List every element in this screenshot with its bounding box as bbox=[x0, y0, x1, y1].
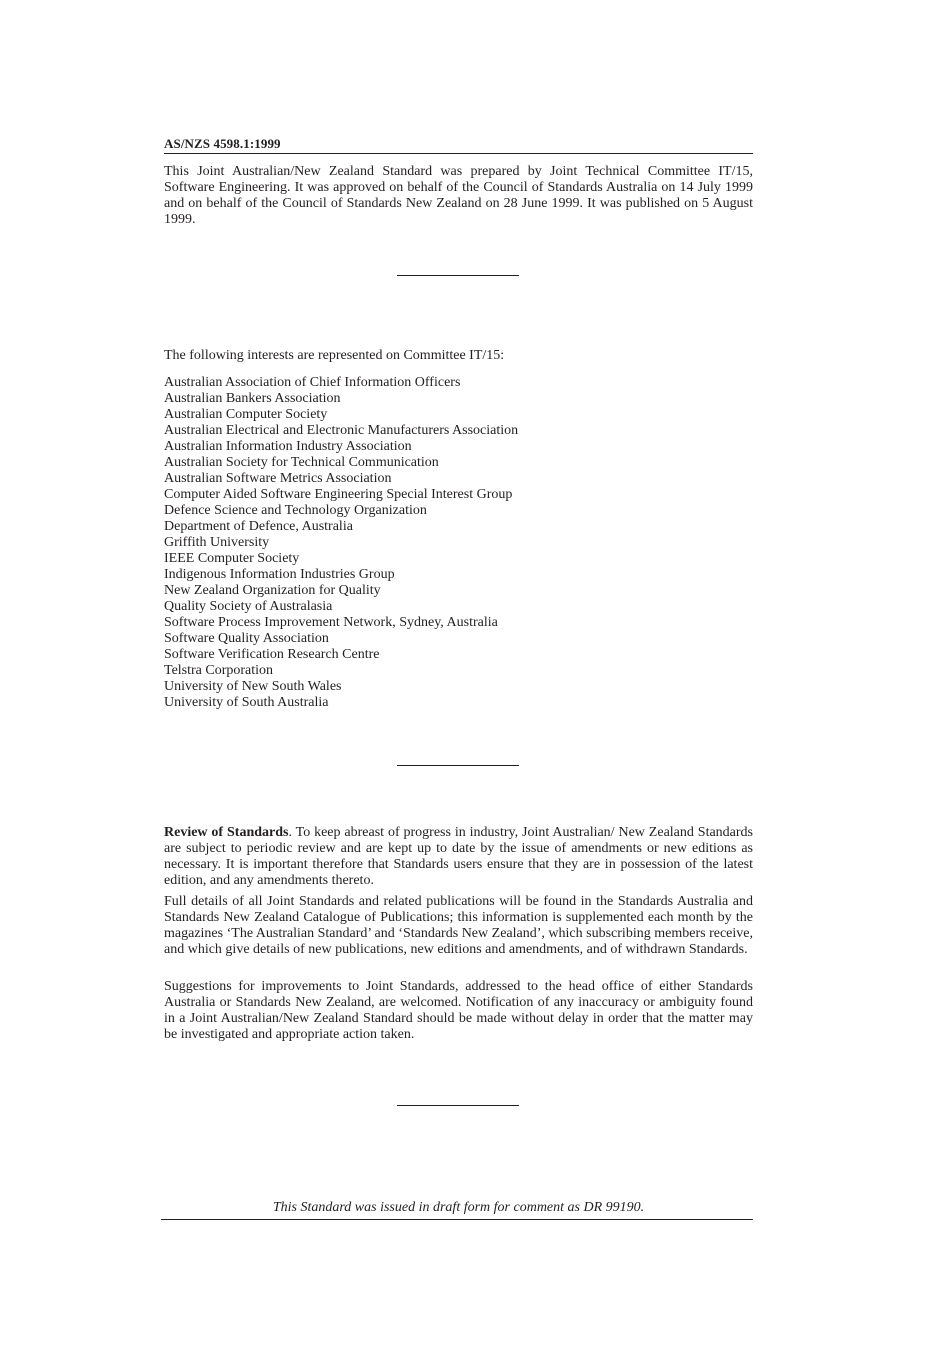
document-identifier: AS/NZS 4598.1:1999 bbox=[164, 136, 281, 151]
section-separator bbox=[397, 1105, 519, 1106]
committee-member: Griffith University bbox=[164, 535, 270, 550]
committee-member: Defence Science and Technology Organization bbox=[164, 503, 427, 518]
committee-member: Telstra Corporation bbox=[164, 663, 274, 678]
draft-note: This Standard was issued in draft form for comment as DR 99190. bbox=[272, 1200, 645, 1215]
review-text: To keep abreast of progress in industry, Joint Australian/ New Zealand Standards are subject to periodic review and are kept up to date by the issue of amendments or new editions as necessary. It is important therefore that Standards users ensure that they are in possession of the latest edition, and any amendments thereto. bbox=[164, 825, 753, 888]
header-rule bbox=[164, 153, 753, 154]
preparation-statement: This Joint Australian/New Zealand Standard was prepared by Joint Technical Committee IT/15, Software Engineering. It was approved on behalf of the Council of Standards Australia on 14 July 1999 and on behalf of the Council of Standards New Zealand on 28 June 1999. It was published on 5 August 1999. bbox=[164, 164, 753, 227]
committee-member: University of South Australia bbox=[164, 695, 329, 710]
committee-member: Software Process Improvement Network, Sydney, Australia bbox=[164, 615, 498, 630]
committee-member: Computer Aided Software Engineering Special Interest Group bbox=[164, 487, 513, 502]
review-paragraph: Review of Standards. To keep abreast of progress in industry, Joint Australian/ New Zealand Standards are subject to periodic review and are kept up to date by the issue of amendments or new editions as necessary. It is important therefore that Standards users ensure that they are in possession of the latest edition, and any amendments thereto. bbox=[164, 825, 753, 888]
committee-member: Australian Software Metrics Association bbox=[164, 471, 392, 486]
committee-member-list bbox=[164, 375, 518, 711]
committee-member: IEEE Computer Society bbox=[164, 551, 300, 566]
committee-member: Quality Society of Australasia bbox=[164, 599, 333, 614]
committee-member: Software Quality Association bbox=[164, 631, 329, 646]
footer-rule bbox=[161, 1219, 753, 1220]
committee-intro: The following interests are represented on Committee IT/15: bbox=[164, 348, 505, 363]
suggestions-paragraph: Suggestions for improvements to Joint Standards, addressed to the head office of either Standards Australia or Standards New Zealand, are welcomed. Notification of any inaccuracy or ambiguity found in a Joint Australian/New Zealand Standard should be made without delay in order that the matter may be investigated and appropriate action taken. bbox=[164, 979, 753, 1042]
committee-member: Department of Defence, Australia bbox=[164, 519, 353, 534]
committee-member: Australian Association of Chief Information Officers bbox=[164, 375, 461, 390]
committee-member: New Zealand Organization for Quality bbox=[164, 583, 381, 598]
committee-member: University of New South Wales bbox=[164, 679, 342, 694]
review-heading: Review of Standards bbox=[164, 825, 289, 840]
document-page bbox=[164, 0, 753, 1345]
committee-member: Indigenous Information Industries Group bbox=[164, 567, 395, 582]
committee-member: Australian Bankers Association bbox=[164, 391, 341, 406]
committee-member: Australian Computer Society bbox=[164, 407, 328, 422]
catalogue-paragraph: Full details of all Joint Standards and related publications will be found in the Standards Australia and Standards New Zealand Catalogue of Publications; this information is supplemented each month by the magazines ‘The Australian Standard’ and ‘Standards New Zealand’, which subscribing members receive, and which give details of new publications, new editions and amendments, and of withdrawn Standards. bbox=[164, 894, 753, 957]
section-separator bbox=[397, 765, 519, 766]
committee-member: Australian Society for Technical Communication bbox=[164, 455, 439, 470]
committee-member: Australian Information Industry Association bbox=[164, 439, 412, 454]
committee-member: Australian Electrical and Electronic Manufacturers Association bbox=[164, 423, 519, 438]
section-separator bbox=[397, 275, 519, 276]
committee-member: Software Verification Research Centre bbox=[164, 647, 380, 662]
